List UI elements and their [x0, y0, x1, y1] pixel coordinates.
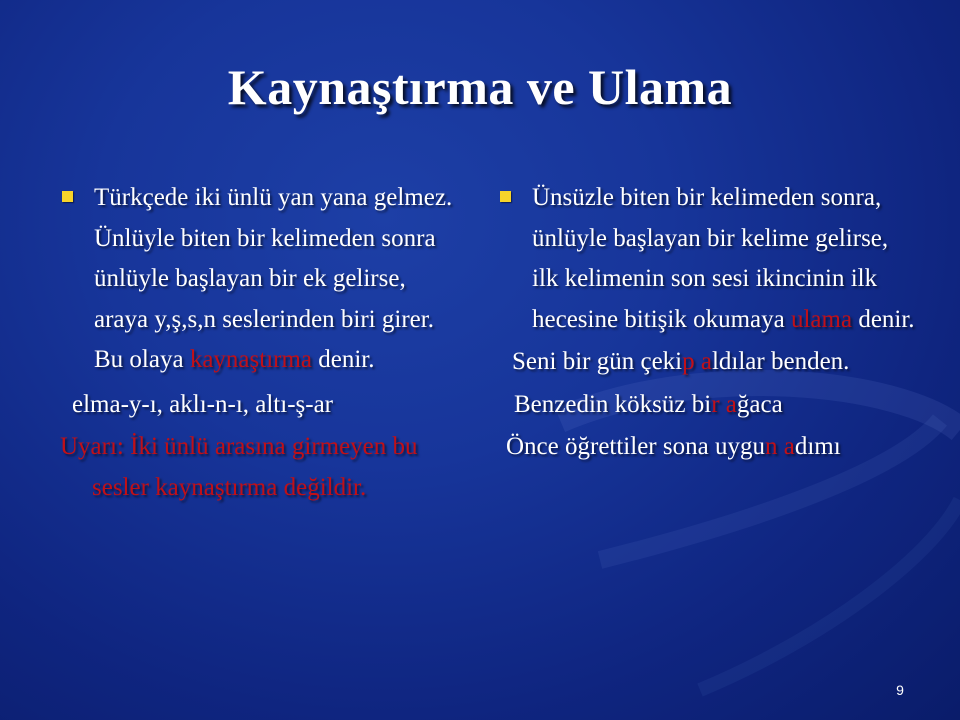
left-bullet-text: Türkçede iki ünlü yan yana gelmez. Ünlüyle biten bir kelimeden sonra ünlüyle başlayan bir ek gelirse, araya y,ş,s,n seslerinden biri girer. Bu olaya — [94, 184, 453, 373]
bullet-square-icon — [62, 191, 73, 202]
example-highlight: n — [764, 433, 778, 460]
right-bullet-text: Ünsüzle biten bir kelimeden sonra, ünlüyle başlayan bir kelime gelirse, ilk kelimenin son sesi ikincinin ilk hecesine bitişik okumaya — [532, 184, 889, 333]
example-highlight: p — [682, 348, 695, 375]
right-bullet-highlight: ulama — [790, 305, 853, 333]
example-text: dımı — [794, 433, 841, 460]
example-highlight: a — [725, 390, 737, 418]
example-highlight: a — [783, 433, 795, 460]
left-bullet-text-end: denir. — [312, 346, 375, 373]
example-text: Benzedin köksüz bi — [514, 390, 712, 418]
page-number: 9 — [896, 682, 904, 698]
slide-title: Kaynaştırma ve Ulama — [227, 59, 733, 115]
example-text: Seni bir gün çeki — [512, 348, 683, 375]
right-column — [498, 178, 918, 468]
right-example-1 — [498, 342, 918, 383]
bullet-square-icon — [500, 191, 511, 202]
example-highlight: r — [711, 390, 720, 418]
left-column — [60, 178, 460, 508]
example-text: Önce öğrettiler sona uygu — [506, 433, 765, 460]
example-highlight: a — [700, 348, 712, 375]
right-bullet-text-end: denir. — [852, 305, 915, 333]
left-warning: Uyarı: İki ünlü arasına girmeyen bu sesler kaynaştırma değildir. — [60, 433, 418, 501]
right-bullet-item — [498, 178, 918, 340]
left-bullet-item — [60, 178, 460, 381]
right-example-2 — [498, 385, 918, 426]
example-text: ğaca — [736, 390, 783, 418]
example-text: ldılar benden. — [711, 348, 850, 375]
left-bullet-highlight: kaynaştırma — [189, 346, 313, 373]
right-example-3 — [498, 427, 918, 468]
left-example: elma-y-ı, aklı-n-ı, altı-ş-ar — [72, 390, 333, 418]
